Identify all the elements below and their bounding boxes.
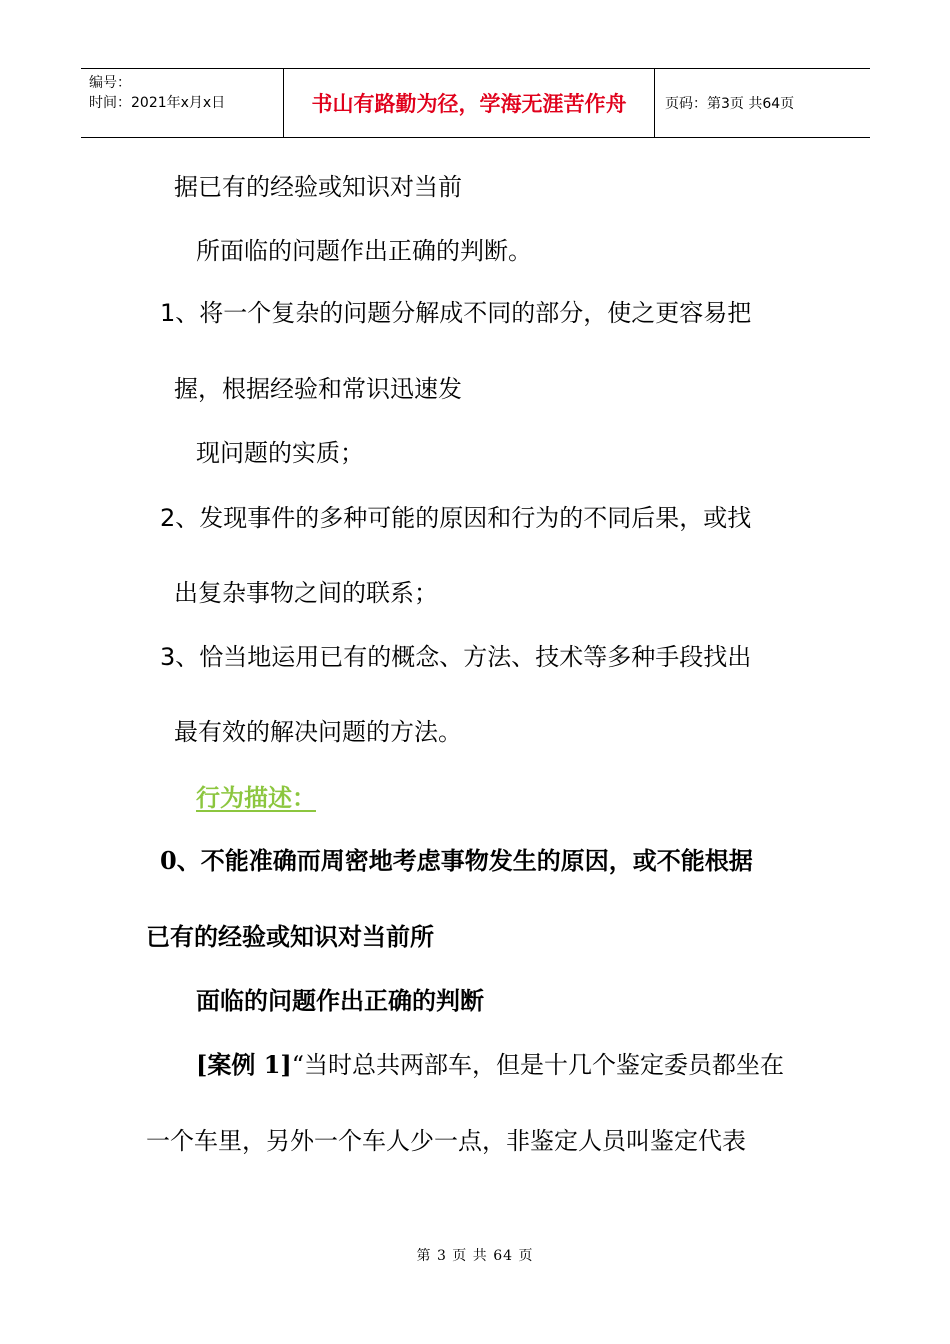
list-text: 、将一个复杂的问题分解成不同的部分，使之更容易把	[175, 299, 752, 327]
case-label: [案例 1]	[196, 1050, 292, 1079]
list-text: 、发现事件的多种可能的原因和行为的不同后果，或找	[175, 504, 752, 532]
text-line: 所面临的问题作出正确的判断。	[196, 237, 532, 265]
list-item-1	[160, 298, 751, 328]
list-item-3	[160, 642, 751, 672]
list-text: 、恰当地运用已有的概念、方法、技术等多种手段找出	[175, 643, 752, 671]
text-line: 已有的经验或知识对当前所	[146, 922, 434, 951]
case-line	[196, 1050, 784, 1080]
list-number: 1	[160, 299, 176, 327]
case-text: “当时总共两部车，但是十几个鉴定委员都坐在	[291, 1051, 785, 1079]
text-line: 握，根据经验和常识迅速发	[174, 375, 462, 403]
page-footer: 第 3 页 共 64 页	[416, 1248, 534, 1264]
list-item-2	[160, 503, 751, 533]
text-line: 面临的问题作出正确的判断	[196, 986, 484, 1015]
date-label: 时间：2021年x月x日	[89, 95, 226, 111]
document-number-label: 编号：	[89, 75, 131, 91]
text-line: 据已有的经验或知识对当前	[174, 173, 462, 201]
list-number: 2	[160, 504, 176, 532]
page-header	[81, 68, 870, 138]
header-meta	[81, 69, 284, 137]
header-motto: 书山有路勤为径，学海无涯苦作舟	[284, 69, 655, 137]
header-page-info: 页码：第3页 共64页	[665, 96, 795, 112]
list-number: 3	[160, 643, 176, 671]
section-heading: 行为描述：	[196, 783, 316, 812]
text-line: 最有效的解决问题的方法。	[174, 718, 462, 746]
text-line: 一个车里，另外一个车人少一点，非鉴定人员叫鉴定代表	[146, 1127, 746, 1155]
text-line: 0、不能准确而周密地考虑事物发生的原因，或不能根据	[160, 846, 753, 875]
text-line: 现问题的实质；	[196, 439, 364, 467]
text-line: 出复杂事物之间的联系；	[174, 579, 438, 607]
